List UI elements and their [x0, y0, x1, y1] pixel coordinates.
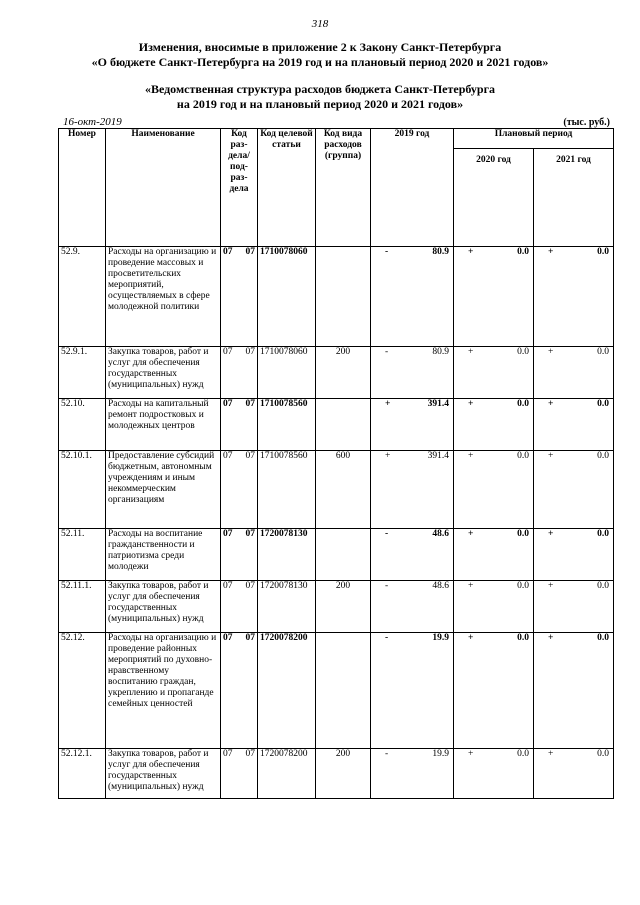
sign-2021: +	[548, 247, 554, 257]
cell-2020	[454, 247, 534, 347]
cell-2020	[454, 581, 534, 633]
header-expense-type: Код вида расходов (группа)	[316, 129, 371, 247]
cell-number: 52.12.1.	[59, 749, 106, 799]
cell-section	[221, 633, 258, 749]
table-body	[59, 247, 614, 799]
cell-2019	[371, 529, 454, 581]
cell-2021	[534, 581, 614, 633]
value-2019: 80.9	[432, 247, 449, 257]
budget-table	[58, 128, 614, 799]
sign-2021: +	[548, 399, 554, 409]
cell-2021	[534, 247, 614, 347]
sign-2020: +	[468, 529, 474, 539]
value-2019: 80.9	[432, 347, 449, 357]
value-2020: 0.0	[517, 581, 529, 591]
section-code: 07	[223, 399, 233, 409]
cell-number: 52.11.1.	[59, 581, 106, 633]
cell-expense-type	[316, 247, 371, 347]
sign-2019: -	[385, 633, 389, 643]
section-code: 07	[223, 581, 233, 591]
cell-name: Расходы на воспитание гражданственности и патриотизма среди молодежи	[106, 529, 221, 581]
sign-2021: +	[548, 451, 554, 461]
table-row	[59, 347, 614, 399]
table-row	[59, 749, 614, 799]
subsection-code: 07	[245, 581, 255, 591]
value-2021: 0.0	[597, 633, 609, 643]
cell-number: 52.9.1.	[59, 347, 106, 399]
header-2020: 2020 год	[454, 149, 534, 247]
cell-target: 1720078200	[258, 749, 316, 799]
cell-2021	[534, 529, 614, 581]
table-row	[59, 633, 614, 749]
header-name: Наименование	[106, 129, 221, 247]
cell-target: 1710078560	[258, 399, 316, 451]
table-row	[59, 399, 614, 451]
sign-2021: +	[548, 749, 554, 759]
header-planned: Плановый период	[454, 129, 614, 149]
sign-2019: -	[385, 581, 389, 591]
value-2019: 19.9	[432, 749, 449, 759]
value-2020: 0.0	[517, 399, 529, 409]
subtitle-line-2: на 2019 год и на плановый период 2020 и 2021 годов»	[176, 97, 464, 111]
sign-2020: +	[468, 749, 474, 759]
cell-2019	[371, 247, 454, 347]
cell-2021	[534, 451, 614, 529]
value-2019: 48.6	[432, 581, 449, 591]
header-2019: 2019 год	[371, 129, 454, 247]
sign-2021: +	[548, 633, 554, 643]
value-2020: 0.0	[517, 247, 529, 257]
value-2020: 0.0	[517, 347, 529, 357]
cell-target: 1720078130	[258, 529, 316, 581]
value-2019: 48.6	[432, 529, 449, 539]
value-2019: 19.9	[432, 633, 449, 643]
header-2021: 2021 год	[534, 149, 614, 247]
cell-target: 1720078200	[258, 633, 316, 749]
cell-section	[221, 399, 258, 451]
cell-target: 1710078060	[258, 247, 316, 347]
value-2021: 0.0	[597, 529, 609, 539]
header-section: Код раз- дела/ под- раз- дела	[221, 129, 258, 247]
cell-2019	[371, 399, 454, 451]
subtitle-line-1: «Ведомственная структура расходов бюджета Санкт-Петербурга	[144, 82, 496, 96]
cell-2019	[371, 749, 454, 799]
header-number: Номер	[59, 129, 106, 247]
section-code: 07	[223, 347, 233, 357]
cell-name: Закупка товаров, работ и услуг для обеспечения государственных (муниципальных) нужд	[106, 347, 221, 399]
cell-expense-type	[316, 399, 371, 451]
value-2020: 0.0	[517, 451, 529, 461]
document-title	[20, 40, 620, 70]
cell-name: Расходы на организацию и проведение массовых и просветительских мероприятий, осуществляемых в сфере молодежной политики	[106, 247, 221, 347]
section-code: 07	[223, 247, 233, 257]
subsection-code: 07	[245, 451, 255, 461]
cell-name: Расходы на капитальный ремонт подростковых и молодежных центров	[106, 399, 221, 451]
sign-2019: +	[385, 451, 391, 461]
header-target: Код целевой статьи	[258, 129, 316, 247]
value-2020: 0.0	[517, 633, 529, 643]
cell-target: 1710078060	[258, 347, 316, 399]
table-row	[59, 247, 614, 347]
section-code: 07	[223, 633, 233, 643]
sign-2019: -	[385, 347, 389, 357]
value-2019: 391.4	[427, 451, 449, 461]
cell-2019	[371, 633, 454, 749]
cell-2021	[534, 633, 614, 749]
cell-2021	[534, 347, 614, 399]
table-row	[59, 451, 614, 529]
cell-name: Предоставление субсидий бюджетным, автономным учреждениям и иным некоммерческим организациям	[106, 451, 221, 529]
cell-section	[221, 581, 258, 633]
subsection-code: 07	[245, 749, 255, 759]
cell-section	[221, 749, 258, 799]
sign-2020: +	[468, 581, 474, 591]
table-row	[59, 529, 614, 581]
cell-2021	[534, 749, 614, 799]
cell-number: 52.10.1.	[59, 451, 106, 529]
cell-expense-type: 200	[316, 581, 371, 633]
cell-2020	[454, 451, 534, 529]
value-2021: 0.0	[597, 347, 609, 357]
cell-number: 52.12.	[59, 633, 106, 749]
sign-2021: +	[548, 347, 554, 357]
table-row	[59, 581, 614, 633]
cell-2020	[454, 347, 534, 399]
cell-2019	[371, 451, 454, 529]
cell-expense-type: 600	[316, 451, 371, 529]
sign-2020: +	[468, 633, 474, 643]
subsection-code: 07	[245, 399, 255, 409]
cell-target: 1720078130	[258, 581, 316, 633]
document-subtitle	[20, 82, 620, 112]
sign-2020: +	[468, 399, 474, 409]
sign-2021: +	[548, 529, 554, 539]
cell-expense-type: 200	[316, 347, 371, 399]
cell-2019	[371, 347, 454, 399]
cell-number: 52.10.	[59, 399, 106, 451]
section-code: 07	[223, 529, 233, 539]
value-2021: 0.0	[597, 451, 609, 461]
sign-2020: +	[468, 247, 474, 257]
units-label: (тыс. руб.)	[563, 117, 610, 128]
cell-section	[221, 247, 258, 347]
subsection-code: 07	[245, 247, 255, 257]
sign-2021: +	[548, 581, 554, 591]
cell-expense-type: 200	[316, 749, 371, 799]
cell-2020	[454, 529, 534, 581]
cell-name: Закупка товаров, работ и услуг для обеспечения государственных (муниципальных) нужд	[106, 749, 221, 799]
cell-2020	[454, 749, 534, 799]
value-2021: 0.0	[597, 749, 609, 759]
cell-section	[221, 347, 258, 399]
sign-2019: -	[385, 749, 389, 759]
sign-2020: +	[468, 451, 474, 461]
cell-2020	[454, 633, 534, 749]
cell-name: Закупка товаров, работ и услуг для обеспечения государственных (муниципальных) нужд	[106, 581, 221, 633]
subsection-code: 07	[245, 347, 255, 357]
sign-2019: -	[385, 247, 389, 257]
value-2019: 391.4	[427, 399, 449, 409]
value-2020: 0.0	[517, 529, 529, 539]
value-2021: 0.0	[597, 581, 609, 591]
cell-target: 1710078560	[258, 451, 316, 529]
cell-expense-type	[316, 633, 371, 749]
value-2020: 0.0	[517, 749, 529, 759]
sign-2019: +	[385, 399, 391, 409]
subsection-code: 07	[245, 633, 255, 643]
title-line-2: «О бюджете Санкт-Петербурга на 2019 год и на плановый период 2020 и 2021 годов»	[91, 55, 549, 69]
cell-section	[221, 529, 258, 581]
cell-number: 52.11.	[59, 529, 106, 581]
section-code: 07	[223, 451, 233, 461]
cell-name: Расходы на организацию и проведение районных мероприятий по духовно-нравственному воспитанию граждан, укреплению и пропаганде семейных ценностей	[106, 633, 221, 749]
document-date: 16-окт-2019	[63, 116, 122, 128]
subsection-code: 07	[245, 529, 255, 539]
cell-section	[221, 451, 258, 529]
page-number: 318	[311, 18, 329, 30]
title-line-1: Изменения, вносимые в приложение 2 к Закону Санкт-Петербурга	[138, 40, 502, 54]
cell-2021	[534, 399, 614, 451]
cell-number: 52.9.	[59, 247, 106, 347]
sign-2019: -	[385, 529, 389, 539]
section-code: 07	[223, 749, 233, 759]
cell-expense-type	[316, 529, 371, 581]
value-2021: 0.0	[597, 399, 609, 409]
value-2021: 0.0	[597, 247, 609, 257]
sign-2020: +	[468, 347, 474, 357]
cell-2019	[371, 581, 454, 633]
cell-2020	[454, 399, 534, 451]
